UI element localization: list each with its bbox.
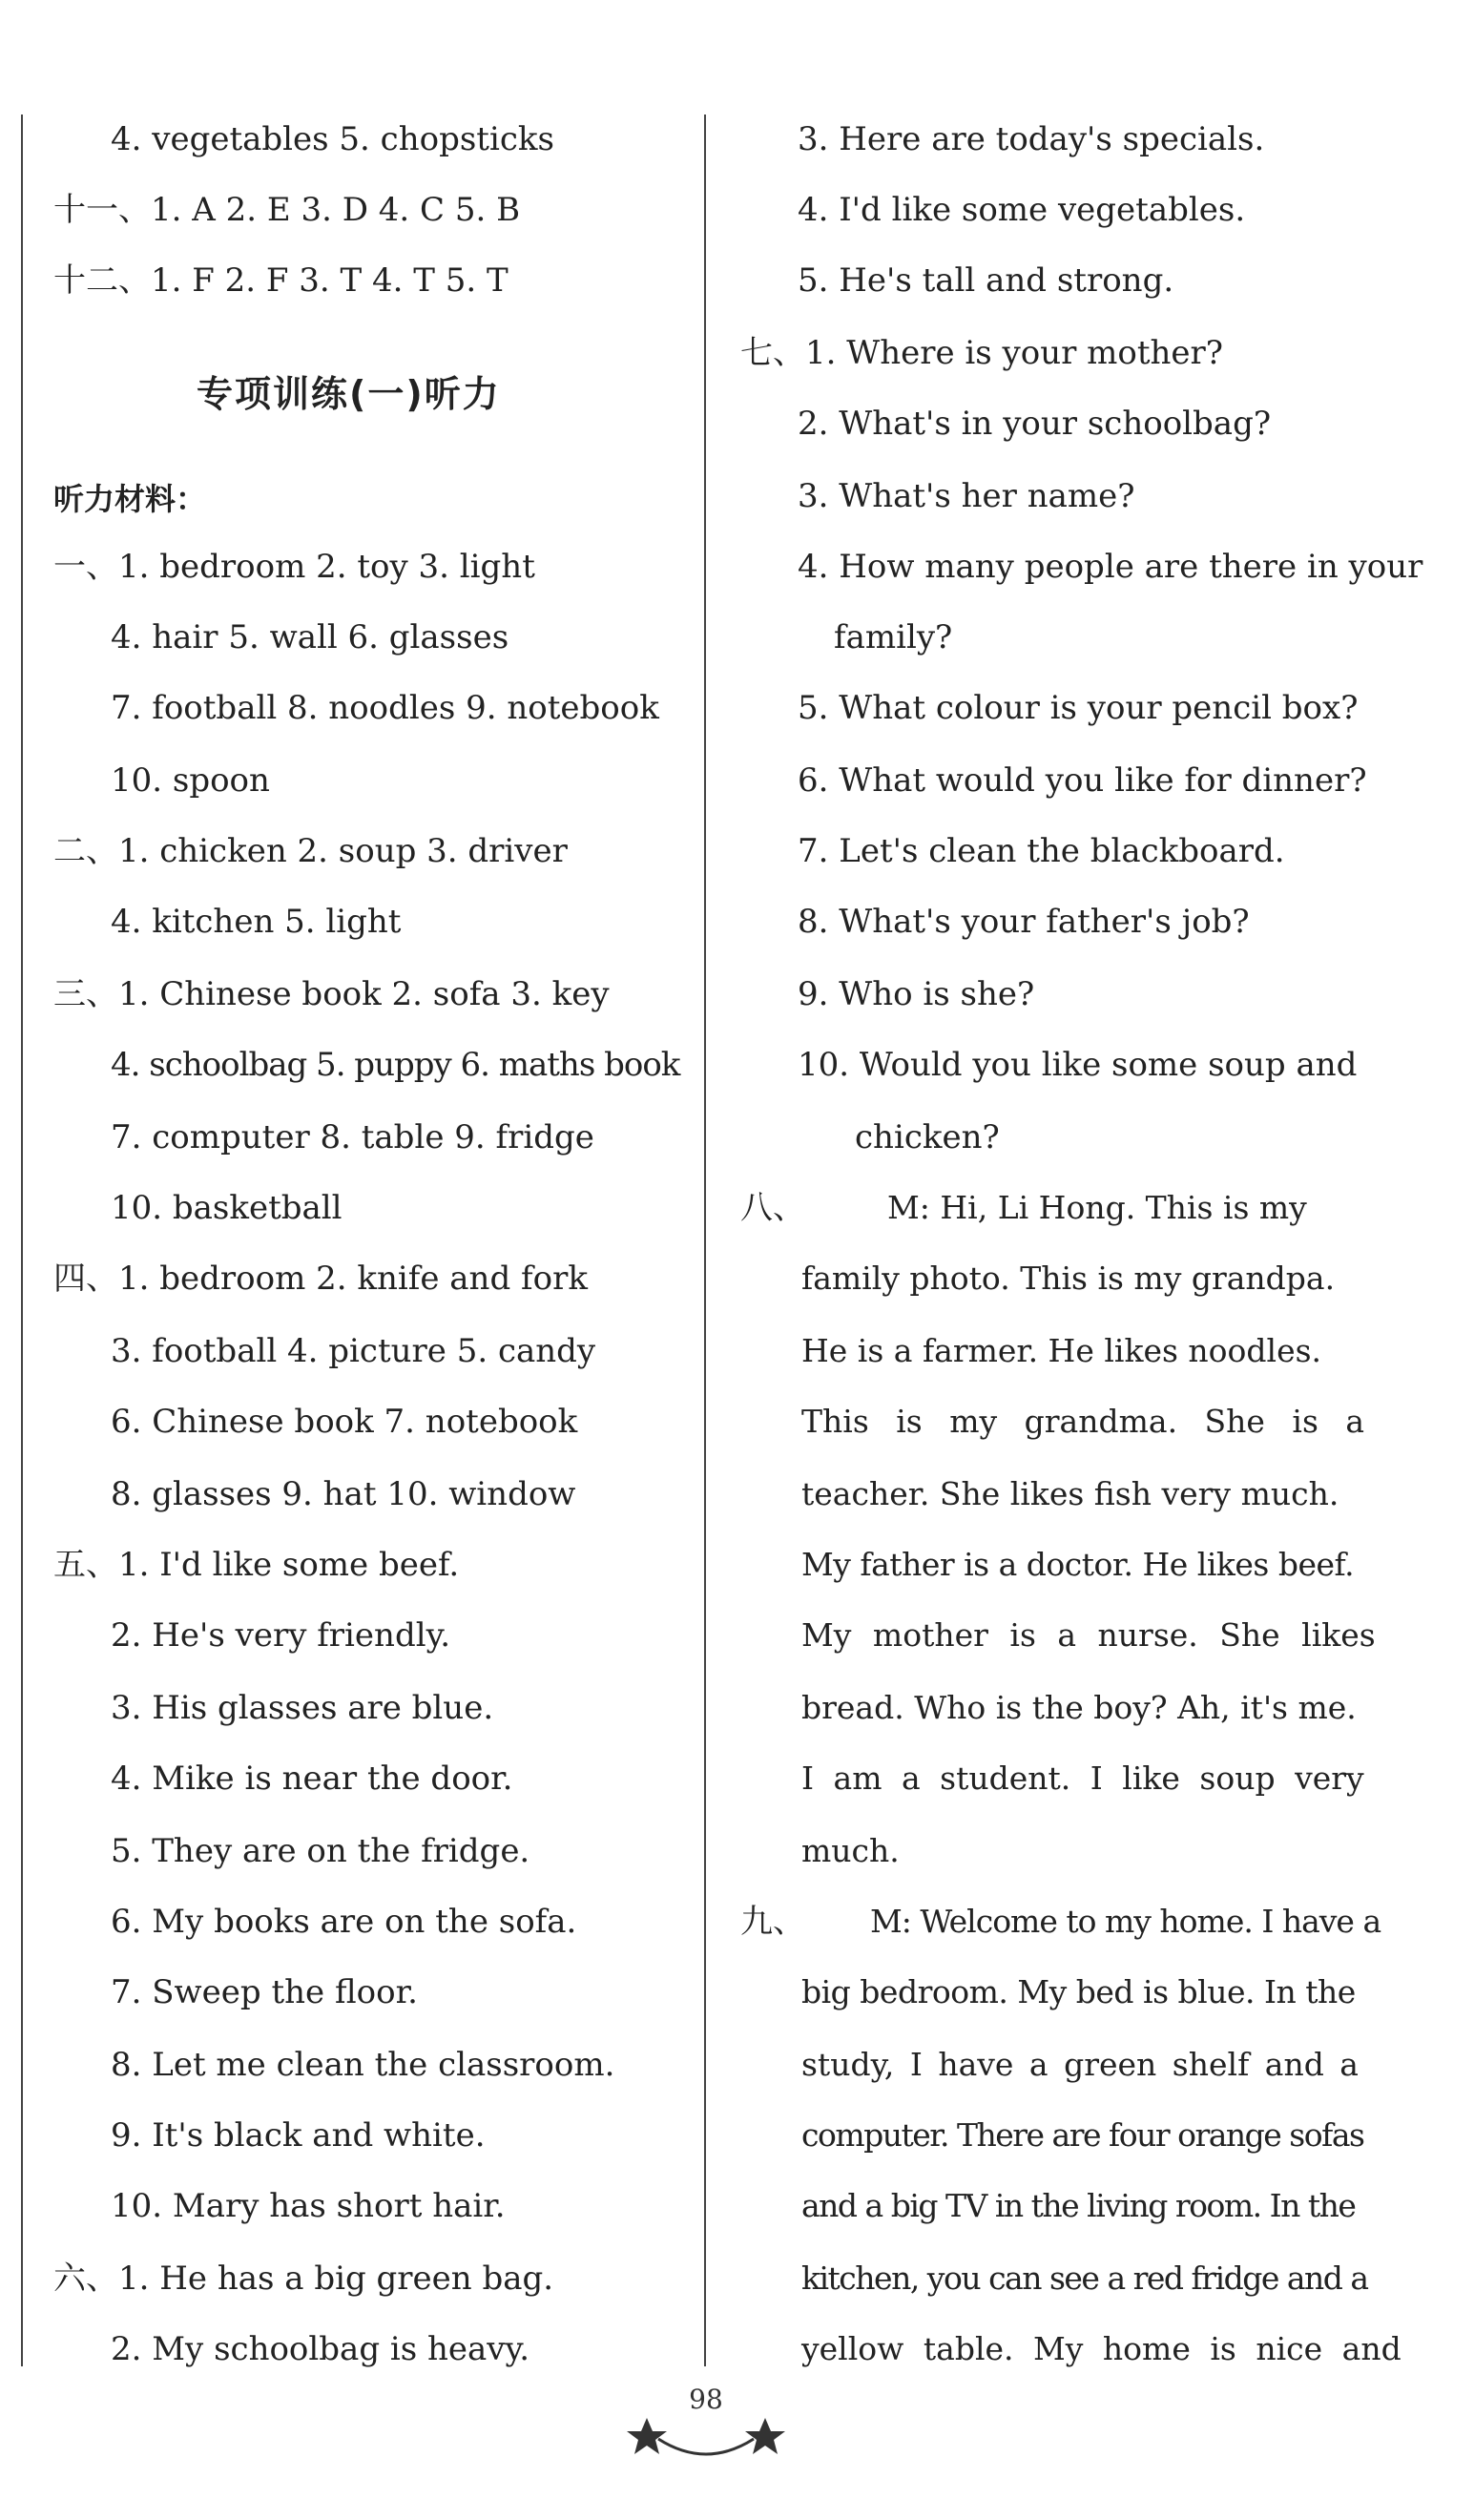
- listening-line: 7. Let's clean the blackboard.: [798, 832, 1285, 870]
- passage-line: study, I have a green shelf and a: [801, 2046, 1359, 2083]
- passage-line: This is my grandma. She is a: [801, 1403, 1365, 1440]
- listening-line: 五、1. I'd like some beef.: [53, 1546, 460, 1584]
- page-footer: [620, 2384, 792, 2489]
- left-star-icon: [627, 2418, 667, 2454]
- answer-line: 4. vegetables 5. chopsticks: [111, 120, 554, 158]
- listening-line: 5. He's tall and strong.: [798, 261, 1174, 300]
- passage-line: M: Hi, Li Hong. This is my: [887, 1189, 1307, 1226]
- listening-line: 6. My books are on the sofa.: [111, 1903, 577, 1941]
- passage-line: family photo. This is my grandpa.: [801, 1260, 1336, 1297]
- passage-line: yellow table. My home is nice and: [801, 2330, 1401, 2367]
- passage-line: much.: [801, 1832, 900, 1869]
- listening-line: 4. I'd like some vegetables.: [798, 191, 1246, 229]
- answer-line: 十一、1. A 2. E 3. D 4. C 5. B: [53, 191, 521, 229]
- left-margin-rule: [21, 115, 23, 2366]
- passage-line: kitchen, you can see a red fridge and a: [801, 2260, 1368, 2297]
- listening-line: 七、1. Where is your mother?: [740, 334, 1224, 372]
- page-number: 98: [689, 2384, 723, 2415]
- passage-line: My mother is a nurse. She likes: [801, 1616, 1376, 1654]
- listening-line: 8. What's your father's job?: [798, 903, 1250, 941]
- column-divider: [704, 115, 706, 2366]
- listening-line: 2. He's very friendly.: [111, 1616, 451, 1655]
- passage-line: computer. There are four orange sofas: [801, 2116, 1364, 2154]
- listening-line: 7. Sweep the floor.: [111, 1973, 418, 2011]
- passage-line: My father is a doctor. He likes beef.: [801, 1546, 1355, 1583]
- right-star-icon: [745, 2418, 785, 2454]
- listening-line: 2. My schoolbag is heavy.: [111, 2330, 530, 2368]
- listening-line: 10. Would you like some soup and: [798, 1046, 1358, 1084]
- listening-line: 7. computer 8. table 9. fridge: [111, 1118, 594, 1156]
- listening-line: 8. Let me clean the classroom.: [111, 2046, 615, 2084]
- listening-line: 4. schoolbag 5. puppy 6. maths book: [111, 1046, 680, 1084]
- star-ornament-icon: [620, 2410, 792, 2468]
- listening-line: 5. What colour is your pencil box?: [798, 689, 1359, 727]
- passage-line: bread. Who is the boy? Ah, it's me.: [801, 1689, 1357, 1726]
- passage-line: I am a student. I like soup very: [801, 1760, 1364, 1797]
- listening-line: 3. football 4. picture 5. candy: [111, 1332, 596, 1370]
- listening-line: 8. glasses 9. hat 10. window: [111, 1475, 576, 1513]
- listening-line: 4. How many people are there in your: [798, 548, 1423, 586]
- listening-line: 三、1. Chinese book 2. sofa 3. key: [53, 975, 610, 1013]
- listening-line: 3. Here are today's specials.: [798, 120, 1265, 158]
- answer-line: 十二、1. F 2. F 3. T 4. T 5. T: [53, 261, 509, 300]
- passage-line: big bedroom. My bed is blue. In the: [801, 1973, 1356, 2010]
- passage-line: He is a farmer. He likes noodles.: [801, 1332, 1322, 1369]
- section-label: 八、: [740, 1189, 805, 1227]
- passage-line: and a big TV in the living room. In the: [801, 2187, 1356, 2224]
- section-label: 九、: [740, 1903, 805, 1941]
- listening-line: 3. His glasses are blue.: [111, 1689, 494, 1727]
- listening-line: 3. What's her name?: [798, 477, 1135, 515]
- listening-line: 6. What would you like for dinner?: [798, 761, 1367, 800]
- listening-line: 4. hair 5. wall 6. glasses: [111, 618, 509, 656]
- listening-line: 2. What's in your schoolbag?: [798, 405, 1272, 443]
- listening-line: 4. kitchen 5. light: [111, 903, 402, 941]
- listening-line: 六、1. He has a big green bag.: [53, 2260, 554, 2298]
- listening-line: 10. basketball: [111, 1189, 343, 1227]
- listening-line: 6. Chinese book 7. notebook: [111, 1403, 578, 1441]
- listening-line: 5. They are on the fridge.: [111, 1832, 530, 1870]
- listening-line: 7. football 8. noodles 9. notebook: [111, 689, 659, 727]
- listening-line: 二、1. chicken 2. soup 3. driver: [53, 832, 568, 870]
- listening-line: 4. Mike is near the door.: [111, 1760, 513, 1798]
- listening-line: 10. spoon: [111, 761, 270, 800]
- section-subheading: 听力材料：: [53, 481, 207, 517]
- passage-line: teacher. She likes fish very much.: [801, 1475, 1339, 1512]
- listening-line: 一、1. bedroom 2. toy 3. light: [53, 548, 535, 586]
- listening-line: chicken?: [855, 1118, 1000, 1156]
- listening-line: 9. Who is she?: [798, 975, 1035, 1013]
- passage-line: M: Welcome to my home. I have a: [870, 1903, 1381, 1940]
- listening-line: 9. It's black and white.: [111, 2116, 486, 2155]
- listening-line: family?: [834, 618, 953, 656]
- section-title: 专项训练(一)听力: [197, 373, 501, 415]
- listening-line: 四、1. bedroom 2. knife and fork: [53, 1260, 588, 1298]
- listening-line: 10. Mary has short hair.: [111, 2187, 506, 2225]
